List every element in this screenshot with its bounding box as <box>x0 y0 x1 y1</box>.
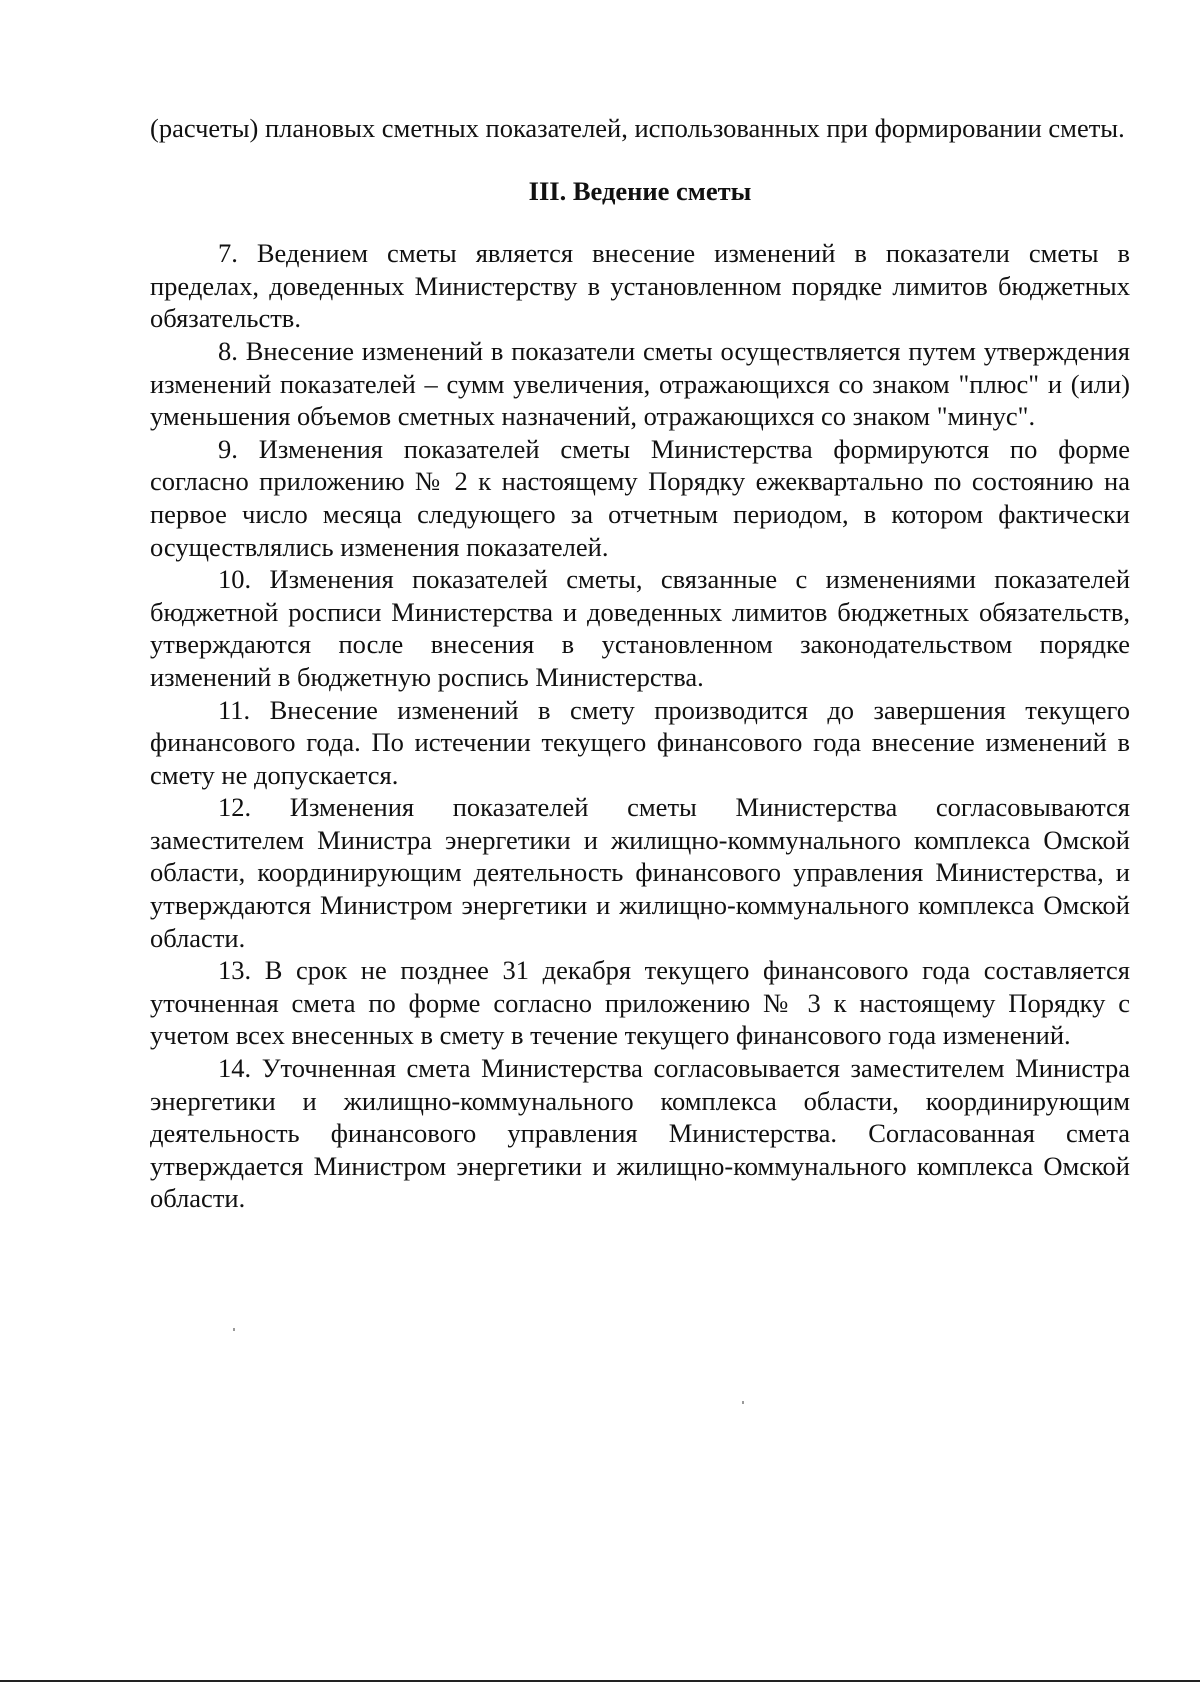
paragraph-10: 10. Изменения показателей сметы, связанные с изменениями показателей бюджетной росписи Министерства и доведенных лимитов бюджетных обязательств, утверждаются после внесения в установленном законодательством порядке изменений в бюджетную роспись Министерства. <box>150 564 1130 692</box>
intro-paragraph: (расчеты) плановых сметных показателей, использованных при формировании сметы. <box>150 113 1125 143</box>
paragraph-13: 13. В срок не позднее 31 декабря текущего финансового года составляется уточненная смета по форме согласно приложению № 3 к настоящему Порядку с учетом всех внесенных в смету в течение текущего финансового года изменений. <box>150 955 1130 1051</box>
section-heading: III. Ведение сметы <box>528 175 752 206</box>
footer-rule <box>0 1680 1200 1682</box>
document-body <box>150 112 1130 1215</box>
scan-speck <box>233 1328 235 1331</box>
scan-speck <box>742 1401 744 1404</box>
paragraph-12: 12. Изменения показателей сметы Министерства согласовываются заместителем Министра энергетики и жилищно-коммунального комплекса Омской области, координирующим деятельность финансового управления Министерства, и утверждаются Министром энергетики и жилищно-коммунального комплекса Омской области. <box>150 792 1130 953</box>
paragraph-14: 14. Уточненная смета Министерства согласовывается заместителем Министра энергетики и жилищно-коммунального комплекса области, координирующим деятельность финансового управления Министерства. Согласованная смета утверждается Министром энергетики и жилищно-коммунального комплекса Омской области. <box>150 1053 1130 1214</box>
paragraph-11: 11. Внесение изменений в смету производится до завершения текущего финансового года. По истечении текущего финансового года внесение изменений в смету не допускается. <box>150 694 1130 790</box>
paragraph-7: 7. Ведением сметы является внесение изменений в показатели сметы в пределах, доведенных Министерству в установленном порядке лимитов бюджетных обязательств. <box>150 238 1130 334</box>
paragraph-9: 9. Изменения показателей сметы Министерства формируются по форме согласно приложению № 2 к настоящему Порядку ежеквартально по состоянию на первое число месяца следующего за отчетным периодом, в котором фактически осуществлялись изменения показателей. <box>150 433 1130 562</box>
paragraph-8: 8. Внесение изменений в показатели сметы осуществляется путем утверждения изменений показателей – сумм увеличения, отражающихся со знаком "плюс" и (или) уменьшения объемов сметных назначений, отражающихся со знаком "минус". <box>150 335 1130 432</box>
